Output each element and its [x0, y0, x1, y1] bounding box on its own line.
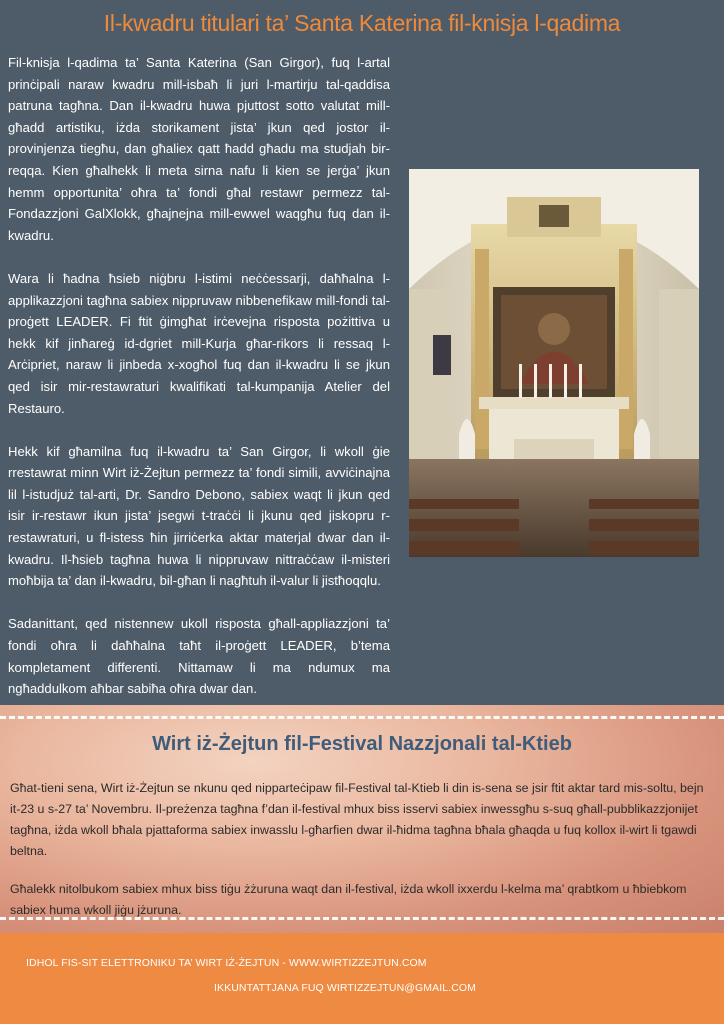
- contact-email-link[interactable]: IKKUNTATTJANA FUQ WIRTIZZEJTUN@GMAIL.COM: [214, 982, 476, 994]
- article-paragraph: Sadanittant, qed nistennew ukoll risposta għall-appliazzjoni ta’ fondi oħra li daħħalna taħt il-proġett LEADER, b’tema kompletament differenti. Nittamaw li ma ndumux ma ngħaddulkom aħbar sabiħa oħra dwar dan.: [8, 616, 390, 697]
- article-title: Il-kwadru titulari ta’ Santa Katerina fil-knisja l-qadima: [103, 10, 621, 36]
- article-paragraph: Fil-knisja l-qadima ta’ Santa Katerina (San Girgor), fuq l-artal prinċipali naraw kwadru mill-isbaħ li juri l-martirju tal-qaddisa patruna tagħna. Dan il-kwadru huwa pjuttost sotto valutat mill-għadd artistiku, iżda storikament jista’ jkun qed jostor il-provinjenza tiegħu, dan għaliex qatt ħadd għadu ma studjah bir-reqqa. Kien għalhekk li meta sirna nafu li kien se jerġa’ jkun hemm opportunita’ oħra ta’ fondi għal restawr permezz tal-Fondazzjoni GalXlokk, għajnejna mill-ewwel waqgħu fuq dan il-kwadru.: [8, 55, 390, 243]
- footer: [0, 933, 724, 1024]
- article-paragraph: Wara li ħadna ħsieb niġbru l-istimi neċċessarji, daħħalna l-applikazzjoni tagħna sabiex nippruvaw nibbenefikaw mill-fondi tal-proġett LEADER. Fi ftit ġimgħat irċevejna risposta pożittiva u hekk kif jinħareġ id-dgriet mill-Kurja għar-rikors li ressaq l-Arċipriet, naraw li jinbeda x-xogħol fuq dan il-kwadru li se jkun qed isir mir-restawraturi kwalifikati tal-kumpanija Atelier del Restauro.: [8, 270, 390, 416]
- dashed-divider-top: [0, 716, 724, 719]
- festival-paragraph: Għat-tieni sena, Wirt iż-Żejtun se nkunu qed nipparteċipaw fil-Festival tal-Ktieb li din is-sena se jsir ftit aktar tard mis-soltu, bejn it-23 u s-27 ta’ Novembru. Il-preżenza tagħna f’dan il-festival mhux biss isservi sabiex inwessgħu s-suq għall-pubblikazzjonijet tagħna, iżda wkoll bħala pjattaforma sabiex inwasslu l-għarfien dwar il-ħidma tagħna bħala għaqda u fuq kollox il-wirt li tgawdi beltna.: [10, 781, 704, 858]
- festival-paragraph: Għalekk nitolbukom sabiex mhux biss tiġu żżuruna waqt dan il-festival, iżda wkoll ixxerdu l-kelma ma’ qrabtkom u ħbiebkom sabiex huma wkoll jiġu jżuruna.: [10, 882, 687, 917]
- altar-illustration: [409, 169, 699, 557]
- article-body: [8, 52, 390, 721]
- altar-painting-photo: [409, 169, 699, 557]
- festival-body: [10, 778, 714, 938]
- article-paragraph: Hekk kif għamilna fuq il-kwadru ta’ San Girgor, li wkoll ġie rrestawrat minn Wirt iż-Żejtun permezz ta’ fondi simili, avviċinajna lil l-istudjuż tal-arti, Dr. Sandro Debono, sabiex waqt li jkun qed isir ir-restawr ikun jista’ jsegwi t-traċċi li jkunu qed jiskopru r-restawraturi, u fl-istess ħin jirriċerka aktar materjal dwar dan il-kwadru. Il-ħsieb tagħna huwa li nippruvaw nittraċċaw il-misteri moħbija ta’ dan il-kwadru, bil-għan li nagħtuh il-valur li jistħoqqlu.: [8, 443, 390, 589]
- festival-title: Wirt iż-Żejtun fil-Festival Nazzjonali tal-Ktieb: [152, 733, 572, 755]
- website-link[interactable]: IDHOL FIS-SIT ELETTRONIKU TA’ WIRT IŻ-ŻEJTUN - WWW.WIRTIZZEJTUN.COM: [26, 957, 427, 969]
